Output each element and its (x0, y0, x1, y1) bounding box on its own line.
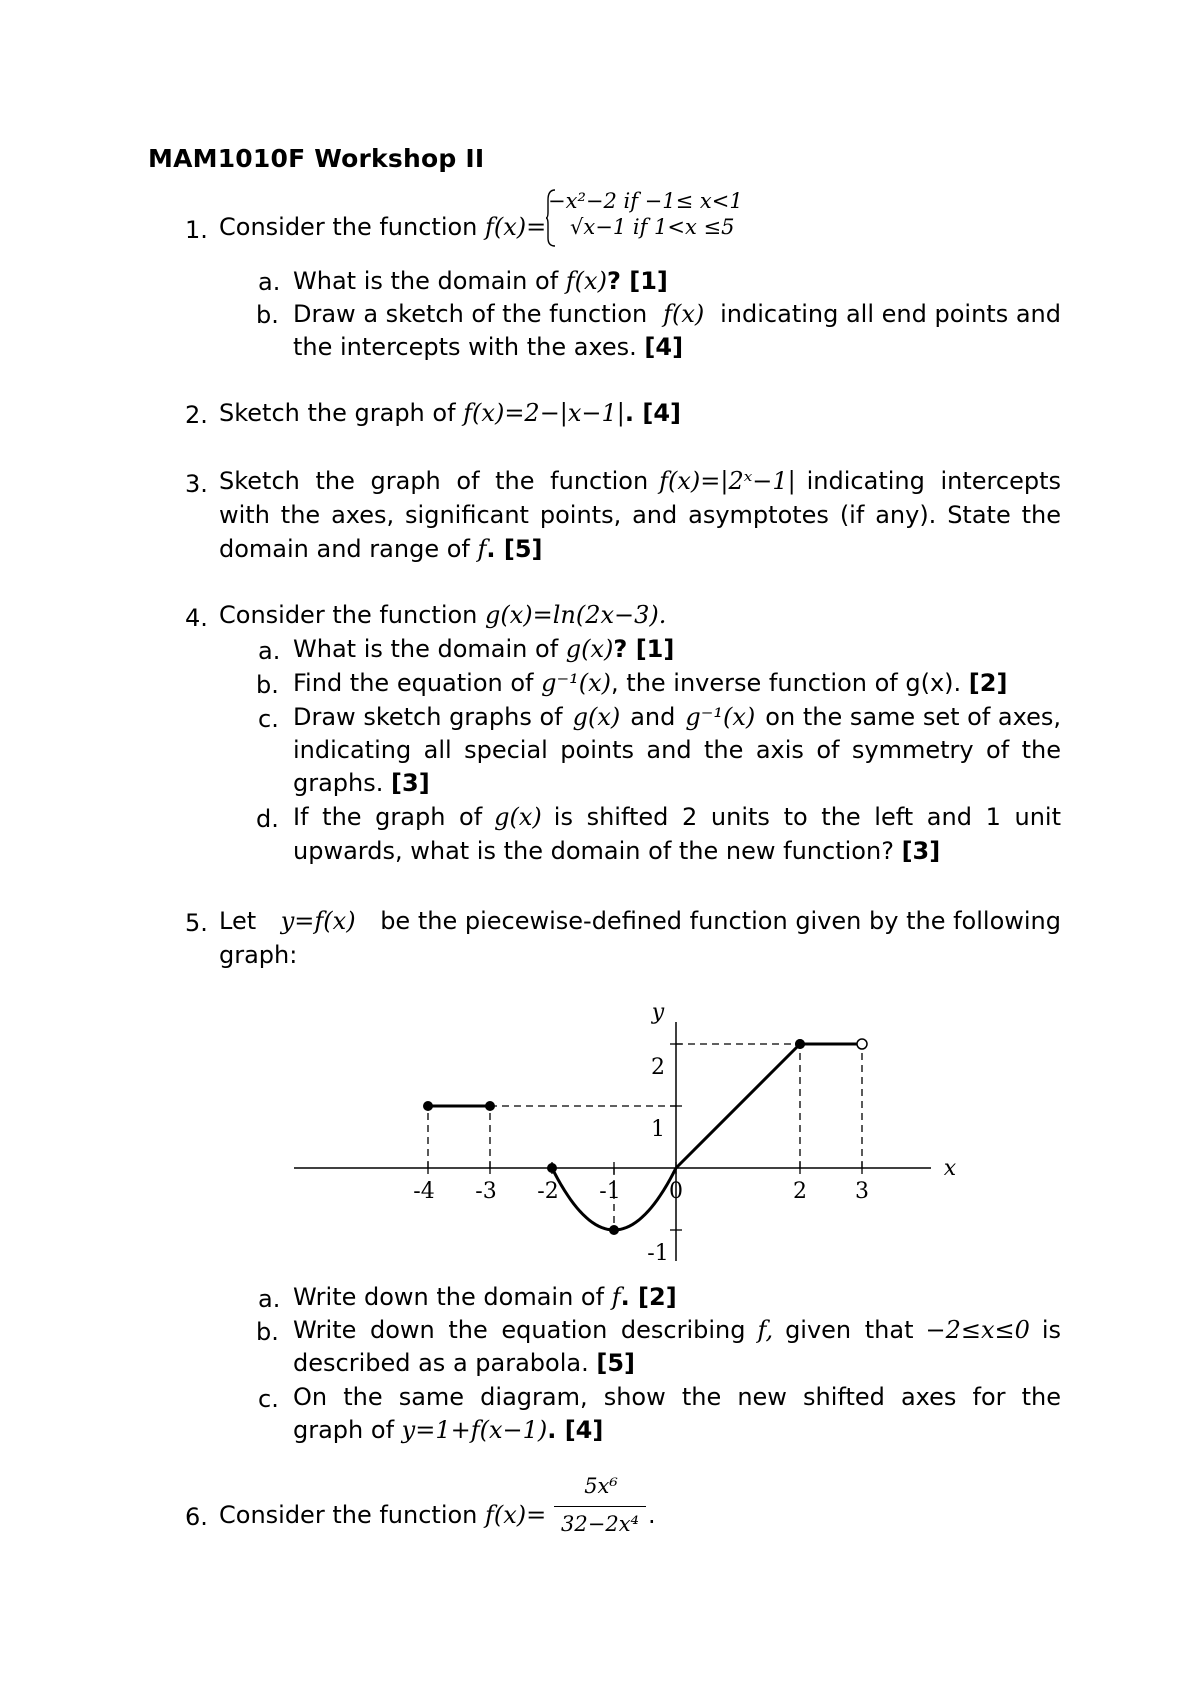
x-tick-label-6: 3 (855, 1179, 869, 1204)
closed-point-end-0 (485, 1101, 495, 1111)
q5b-letter: b. (256, 1318, 279, 1346)
q5b-line2 (293, 1348, 635, 1378)
q2-text: Sketch the graph of (219, 399, 456, 427)
q1b-text2: indicating all end points and (720, 300, 1061, 328)
q4d-mark: [3] (901, 837, 941, 865)
q3-mark: . [5] (486, 535, 543, 563)
q5b-text2: given that (785, 1316, 914, 1344)
q5b-expr: −2≤x≤0 (925, 1316, 1030, 1344)
q2-number: 2. (185, 401, 208, 429)
q6-numerator (556, 1474, 646, 1498)
q4c-text2: on the same set of axes, (765, 703, 1061, 731)
q6-text: Consider the function (219, 1501, 478, 1529)
q4-text: Consider the function (219, 601, 478, 629)
q4-expr: g(x)=ln(2x−3). (485, 601, 667, 629)
q4a-letter: a. (258, 637, 281, 665)
q4c-gx: g(x) (572, 703, 621, 731)
q4d-letter: d. (256, 805, 279, 833)
q4c-and: and (630, 703, 676, 731)
q4a-gx: g(x) (565, 635, 614, 663)
q5b-f: f, (757, 1316, 774, 1344)
worksheet-title: MAM1010F Workshop II (148, 144, 485, 173)
q5a-letter: a. (258, 1285, 281, 1313)
q5b-mark: [5] (596, 1349, 635, 1377)
q3-text2: indicating intercepts (806, 467, 1061, 495)
q5-line2: graph: (219, 941, 298, 969)
q3-expr: f(x)=|2ˣ−1| (659, 467, 796, 495)
x-tick-label-1: -3 (475, 1179, 497, 1204)
q4c-ginv: g⁻¹(x) (685, 703, 756, 731)
q4c-text1: Draw sketch graphs of (293, 703, 563, 731)
q4a-mark: ? [1] (613, 635, 675, 663)
q1b-fx: f(x) (663, 300, 705, 328)
q5-text2: be the piecewise-defined function given by the following (380, 907, 1061, 935)
q4b-ginv: g⁻¹(x) (541, 669, 612, 697)
q4d-gx: g(x) (494, 803, 542, 831)
q1a-letter: a. (258, 268, 281, 296)
q4b-text1: Find the equation of (293, 669, 534, 697)
x-tick-label-4: 0 (669, 1179, 683, 1204)
y-tick-label-2: -1 (647, 1241, 669, 1266)
closed-point-start-3 (795, 1039, 805, 1049)
open-point-end-3 (857, 1039, 867, 1049)
graph-axes (294, 1022, 931, 1261)
q6-denominator-text: 32−2x⁴ (561, 1512, 639, 1536)
q5-number: 5. (185, 909, 208, 937)
x-axis-label: x (943, 1156, 957, 1181)
q6-numerator-text: 5x⁶ (584, 1474, 618, 1498)
q5b-line2-text: described as a parabola. (293, 1349, 589, 1377)
q4d-text1: If the graph of (293, 803, 483, 831)
q4-number: 4. (185, 604, 208, 632)
q3-f: f (477, 535, 487, 563)
q3-number: 3. (185, 470, 208, 498)
q5b-text1: Write down the equation describing (293, 1316, 746, 1344)
q5c-line1: On the same diagram, show the new shifted axes for the (293, 1383, 1061, 1411)
q1b-text1: Draw a sketch of the function (293, 300, 648, 328)
q5c-line2-text: graph of (293, 1416, 395, 1444)
q6-end: . (648, 1501, 656, 1529)
q1a-fx: f(x) (565, 267, 607, 295)
q5a-f: f (611, 1283, 621, 1311)
q5c-expr: y=1+f(x−1) (401, 1416, 548, 1444)
q4c-line2: indicating all special points and the axis of symmetry of the (293, 736, 1061, 764)
q5-expr: y=f(x) (280, 907, 356, 935)
curve-segment-2 (676, 1044, 800, 1168)
q1b-letter: b. (256, 301, 279, 329)
q5b-text3: is (1041, 1316, 1061, 1344)
q1-text: Consider the function (219, 213, 478, 241)
q6-number: 6. (185, 1503, 208, 1531)
y-tick-label-0: 2 (651, 1055, 665, 1080)
q3-line3-text: domain and range of (219, 535, 470, 563)
q1a-mark: ? [1] (606, 267, 668, 295)
graph-labels (413, 1000, 957, 1266)
q4c-line3-text: graphs. (293, 769, 384, 797)
q5c-line2 (293, 1415, 603, 1445)
q1a-text: What is the domain of (293, 267, 559, 295)
q5b-line1 (293, 1315, 1061, 1345)
q5a-line (293, 1282, 677, 1312)
q4b-text2: , the inverse function of g(x). (611, 669, 962, 697)
q2-mark: . [4] (624, 399, 681, 427)
q1-f-lhs: f(x)= (485, 213, 547, 241)
q1b-text3: the intercepts with the axes. (293, 333, 637, 361)
q1-piece-1: −x²−2 if −1≤ x<1 (548, 189, 743, 213)
q6-denominator (552, 1512, 648, 1536)
q4b-letter: b. (256, 671, 279, 699)
x-tick-label-0: -4 (413, 1179, 435, 1204)
q4c-mark: [3] (391, 769, 430, 797)
q1-number: 1. (185, 216, 208, 244)
q6-fraction-bar (554, 1506, 646, 1507)
closed-point-start-1 (547, 1163, 557, 1173)
q3-line2: with the axes, significant points, and asymptotes (if any). State the (219, 501, 1061, 529)
q5c-mark: . [4] (547, 1416, 604, 1444)
q6-f-lhs: f(x)= (485, 1501, 547, 1529)
x-tick-label-3: -1 (599, 1179, 621, 1204)
x-tick-label-2: -2 (537, 1179, 559, 1204)
q6-line (219, 1500, 546, 1530)
y-tick-label-1: 1 (651, 1117, 665, 1142)
q1-piece-2: √x−1 if 1<x ≤5 (570, 215, 735, 239)
q5-text1: Let (219, 907, 257, 935)
q4b-mark: [2] (968, 669, 1008, 697)
q4c-letter: c. (258, 705, 279, 733)
y-axis-label: y (651, 1000, 665, 1025)
q3-text1: Sketch the graph of the function (219, 467, 649, 495)
vertex-point (609, 1225, 619, 1235)
q4d-text2: is shifted 2 units to the left and 1 unit (553, 803, 1061, 831)
q4d-line2-text: upwards, what is the domain of the new function? (293, 837, 894, 865)
q5a-text: Write down the domain of (293, 1283, 605, 1311)
q5c-letter: c. (258, 1385, 279, 1413)
x-tick-label-5: 2 (793, 1179, 807, 1204)
closed-point-start-0 (423, 1101, 433, 1111)
q2-expr: f(x)=2−|x−1| (463, 399, 625, 427)
q4a-text: What is the domain of (293, 635, 559, 663)
q5a-mark: . [2] (620, 1283, 677, 1311)
q1b-mark: [4] (644, 333, 684, 361)
